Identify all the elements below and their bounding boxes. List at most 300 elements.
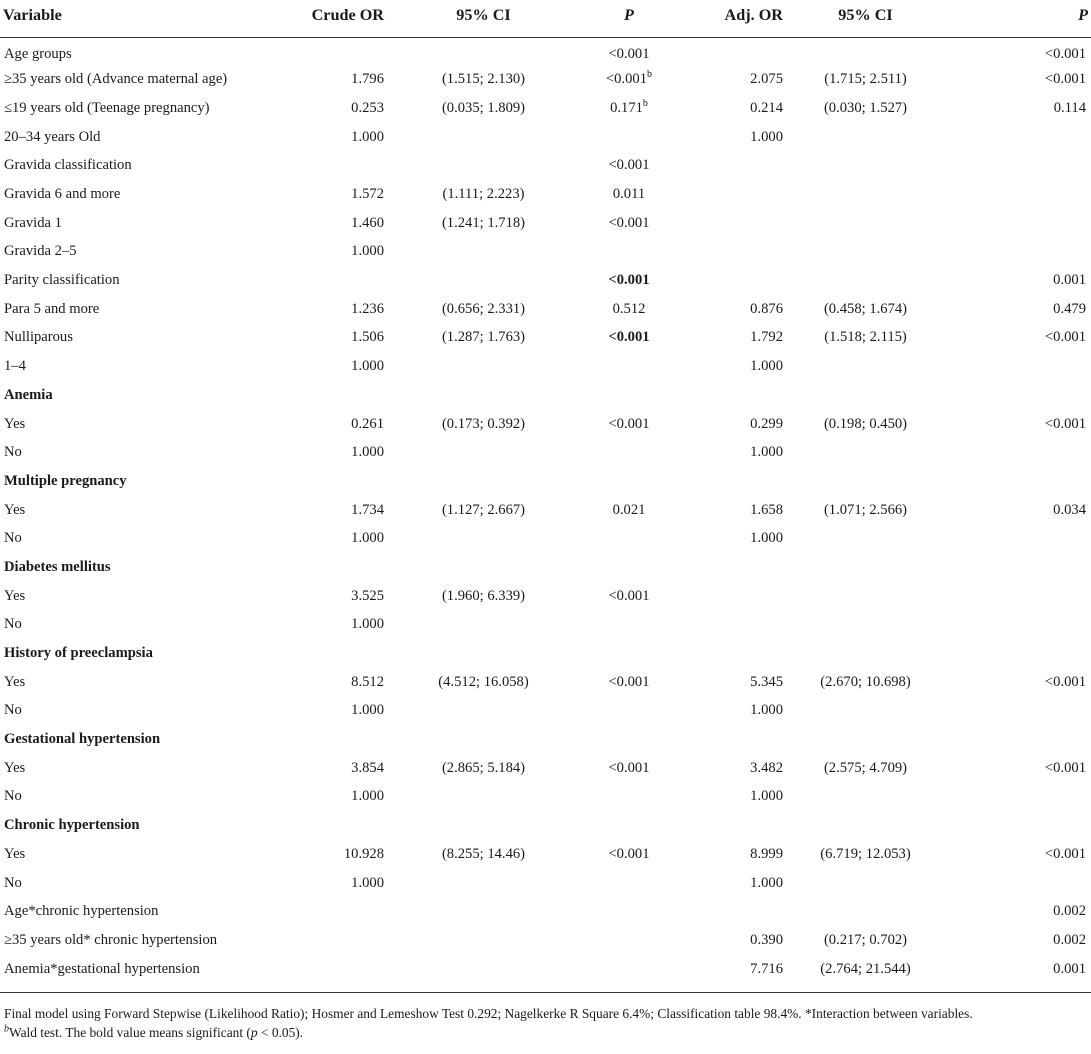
cell-crude-p [580, 152, 678, 181]
cell-adj-p [945, 955, 1091, 988]
cell-adj-or [678, 123, 786, 152]
cell-crude-ci-text: (1.515; 2.130) [441, 71, 526, 88]
cell-adj-or [678, 267, 786, 296]
cell-variable-text: ≤19 years old (Teenage pregnancy) [4, 99, 210, 116]
cell-crude-or [292, 898, 387, 927]
cell-crude-p [580, 955, 678, 988]
cell-crude-p [580, 611, 678, 640]
cell-crude-ci [387, 496, 580, 525]
table-row [0, 840, 1091, 869]
cell-crude-p [580, 783, 678, 812]
cell-crude-or [292, 582, 387, 611]
cell-variable [0, 582, 292, 611]
cell-variable [0, 926, 292, 955]
cell-adj-or [678, 525, 786, 554]
cell-adj-p [945, 639, 1091, 668]
cell-adj-or-text: 2.075 [750, 71, 783, 88]
cell-adj-or [678, 152, 786, 181]
cell-crude-or [292, 496, 387, 525]
cell-crude-or-text: 1.000 [351, 358, 384, 375]
cell-crude-or-text: 1.000 [351, 788, 384, 805]
header-crude-ci: 95% CI [387, 0, 580, 37]
cell-adj-p-text: <0.001 [1044, 673, 1086, 690]
cell-variable-text: No [4, 530, 22, 547]
table-row [0, 496, 1091, 525]
cell-adj-ci-text: (2.764; 21.544) [820, 960, 911, 977]
cell-adj-ci [786, 869, 945, 898]
cell-variable-text: Yes [4, 845, 26, 862]
table-row [0, 267, 1091, 296]
cell-adj-p [945, 267, 1091, 296]
cell-variable [0, 410, 292, 439]
cell-crude-or-text: 1.000 [351, 530, 384, 547]
cell-adj-p [945, 783, 1091, 812]
cell-adj-p-text: 0.479 [1053, 300, 1086, 317]
cell-variable [0, 353, 292, 382]
cell-variable [0, 955, 292, 988]
cell-crude-or [292, 611, 387, 640]
cell-adj-or [678, 726, 786, 755]
cell-crude-or [292, 381, 387, 410]
cell-adj-ci [786, 697, 945, 726]
cell-crude-p-text: <0.001 [608, 415, 650, 432]
cell-adj-p-text: 0.034 [1053, 501, 1086, 518]
cell-variable-text: Parity classification [4, 272, 120, 289]
cell-crude-p [580, 353, 678, 382]
table-row [0, 152, 1091, 181]
cell-crude-or [292, 94, 387, 123]
header-crude-p: P [580, 0, 678, 37]
cell-adj-ci [786, 267, 945, 296]
cell-crude-p-text: <0.001 [608, 214, 650, 231]
cell-variable-text: Yes [4, 415, 26, 432]
cell-variable-text: Yes [4, 501, 26, 518]
cell-adj-p [945, 180, 1091, 209]
cell-adj-or [678, 926, 786, 955]
cell-adj-ci [786, 381, 945, 410]
cell-variable-text: No [4, 616, 22, 633]
cell-variable [0, 66, 292, 95]
cell-crude-p-text: <0.001 [608, 45, 650, 62]
cell-adj-p [945, 525, 1091, 554]
cell-variable [0, 812, 292, 841]
cell-crude-p [580, 37, 678, 66]
cell-crude-ci-text: (8.255; 14.46) [441, 845, 526, 862]
cell-crude-ci [387, 439, 580, 468]
cell-adj-p-text: 0.002 [1053, 903, 1086, 920]
table-row [0, 955, 1091, 988]
header-adj-or: Adj. OR [678, 0, 786, 37]
cell-adj-or-text: 1.000 [750, 788, 783, 805]
cell-adj-ci [786, 410, 945, 439]
cell-crude-or-text: 1.000 [351, 616, 384, 633]
header-row [0, 0, 1091, 37]
cell-crude-ci [387, 324, 580, 353]
cell-adj-p-text: <0.001 [1044, 45, 1086, 62]
cell-adj-ci [786, 180, 945, 209]
cell-variable [0, 754, 292, 783]
cell-crude-or [292, 812, 387, 841]
cell-adj-or [678, 295, 786, 324]
cell-adj-ci-text: (6.719; 12.053) [820, 845, 911, 862]
cell-crude-ci [387, 869, 580, 898]
cell-adj-p-text: 0.001 [1053, 960, 1086, 977]
cell-crude-ci [387, 812, 580, 841]
cell-variable [0, 94, 292, 123]
cell-adj-ci [786, 209, 945, 238]
cell-crude-or [292, 66, 387, 95]
cell-crude-or-text: 0.253 [351, 99, 384, 116]
cell-crude-or [292, 467, 387, 496]
cell-adj-ci-text: (1.715; 2.511) [824, 71, 907, 88]
cell-adj-or [678, 955, 786, 988]
cell-adj-or [678, 439, 786, 468]
table-row [0, 209, 1091, 238]
cell-variable-text: Chronic hypertension [4, 817, 140, 834]
table-row [0, 553, 1091, 582]
cell-crude-p [580, 180, 678, 209]
cell-adj-p [945, 668, 1091, 697]
cell-crude-or [292, 267, 387, 296]
cell-adj-or [678, 410, 786, 439]
cell-variable [0, 295, 292, 324]
cell-adj-or [678, 66, 786, 95]
cell-crude-or [292, 295, 387, 324]
cell-crude-p [580, 639, 678, 668]
footnote-line-2a: Wald test. The bold value means significant ( [9, 1025, 251, 1041]
cell-crude-ci [387, 180, 580, 209]
table-row [0, 381, 1091, 410]
cell-adj-or [678, 467, 786, 496]
cell-adj-or [678, 869, 786, 898]
cell-adj-p [945, 152, 1091, 181]
cell-crude-ci [387, 926, 580, 955]
cell-adj-ci [786, 726, 945, 755]
cell-crude-ci [387, 410, 580, 439]
cell-adj-p [945, 582, 1091, 611]
cell-crude-p-text: <0.001 [608, 272, 650, 289]
footnote-marker: b [647, 69, 653, 81]
cell-adj-or [678, 754, 786, 783]
footnote-p-symbol: p [250, 1025, 258, 1041]
cell-crude-ci [387, 467, 580, 496]
cell-adj-p [945, 66, 1091, 95]
cell-variable [0, 611, 292, 640]
cell-variable [0, 639, 292, 668]
cell-variable [0, 496, 292, 525]
cell-variable-text: 20–34 years Old [4, 128, 101, 145]
cell-adj-p [945, 496, 1091, 525]
cell-adj-ci [786, 152, 945, 181]
cell-variable-text: Gestational hypertension [4, 731, 161, 748]
cell-crude-p [580, 869, 678, 898]
cell-crude-p [580, 812, 678, 841]
table-row [0, 66, 1091, 95]
cell-variable [0, 381, 292, 410]
cell-crude-p [580, 123, 678, 152]
cell-adj-or [678, 898, 786, 927]
cell-variable [0, 869, 292, 898]
cell-adj-or-text: 5.345 [750, 673, 783, 690]
cell-crude-or [292, 439, 387, 468]
cell-adj-ci [786, 37, 945, 66]
cell-crude-ci [387, 697, 580, 726]
table-row [0, 697, 1091, 726]
cell-crude-or-text: 1.000 [351, 128, 384, 145]
cell-adj-ci [786, 467, 945, 496]
cell-variable-text: Yes [4, 587, 26, 604]
cell-variable-text: Yes [4, 673, 26, 690]
cell-adj-ci [786, 439, 945, 468]
cell-crude-ci-text: (0.035; 1.809) [441, 99, 526, 116]
footnote-line-2b: < 0.05). [257, 1025, 304, 1041]
cell-crude-or-text: 1.000 [351, 874, 384, 891]
cell-crude-p [580, 697, 678, 726]
header-adj-p: P [945, 0, 1091, 37]
cell-adj-ci [786, 496, 945, 525]
cell-variable [0, 439, 292, 468]
cell-crude-p [580, 525, 678, 554]
cell-variable [0, 152, 292, 181]
cell-adj-or-text: 0.299 [750, 415, 783, 432]
table-row [0, 439, 1091, 468]
cell-adj-or [678, 812, 786, 841]
cell-adj-ci [786, 840, 945, 869]
cell-variable-text: Multiple pregnancy [4, 472, 127, 489]
cell-crude-p-text: 0.021 [612, 501, 646, 518]
table-footnote [0, 992, 1091, 1042]
cell-crude-or-text: 1.506 [351, 329, 384, 346]
cell-adj-or [678, 668, 786, 697]
cell-crude-p-text: <0.001 [608, 673, 650, 690]
table-body [0, 37, 1091, 988]
cell-adj-ci [786, 238, 945, 267]
cell-adj-or [678, 496, 786, 525]
cell-crude-ci [387, 783, 580, 812]
cell-variable-text: Anemia*gestational hypertension [4, 960, 200, 977]
cell-crude-or [292, 697, 387, 726]
table-row [0, 783, 1091, 812]
cell-crude-or [292, 840, 387, 869]
cell-adj-p [945, 324, 1091, 353]
cell-crude-or-text: 8.512 [351, 673, 384, 690]
cell-adj-or [678, 94, 786, 123]
cell-adj-or-text: 1.000 [750, 444, 783, 461]
table-row [0, 324, 1091, 353]
table-row [0, 611, 1091, 640]
cell-crude-ci [387, 639, 580, 668]
cell-adj-ci [786, 668, 945, 697]
cell-crude-ci [387, 123, 580, 152]
cell-crude-ci [387, 582, 580, 611]
cell-adj-p [945, 410, 1091, 439]
cell-crude-or [292, 726, 387, 755]
cell-variable [0, 697, 292, 726]
cell-crude-ci-text: (1.127; 2.667) [441, 501, 526, 518]
table-row [0, 668, 1091, 697]
cell-crude-ci-text: (4.512; 16.058) [438, 673, 529, 690]
cell-crude-or [292, 869, 387, 898]
cell-crude-ci [387, 668, 580, 697]
cell-adj-p [945, 840, 1091, 869]
cell-crude-p [580, 238, 678, 267]
cell-adj-ci [786, 553, 945, 582]
table-row [0, 37, 1091, 66]
cell-adj-ci [786, 754, 945, 783]
cell-crude-p [580, 267, 678, 296]
cell-crude-p-text: 0.171 [610, 99, 643, 116]
cell-adj-or [678, 324, 786, 353]
cell-crude-ci [387, 726, 580, 755]
table-row [0, 726, 1091, 755]
cell-adj-p [945, 926, 1091, 955]
cell-crude-or-text: 1.000 [351, 243, 384, 260]
cell-adj-or [678, 697, 786, 726]
cell-adj-p [945, 467, 1091, 496]
cell-adj-p-text: <0.001 [1044, 845, 1086, 862]
cell-adj-or [678, 639, 786, 668]
cell-crude-p [580, 410, 678, 439]
cell-adj-p [945, 553, 1091, 582]
cell-adj-or-text: 1.792 [750, 329, 783, 346]
cell-adj-ci [786, 66, 945, 95]
cell-adj-or-text: 1.000 [750, 128, 783, 145]
cell-adj-ci-text: (1.071; 2.566) [823, 501, 908, 518]
cell-adj-or [678, 180, 786, 209]
cell-crude-p [580, 840, 678, 869]
cell-adj-p [945, 812, 1091, 841]
table-row [0, 180, 1091, 209]
cell-crude-p [580, 66, 678, 95]
cell-crude-or [292, 553, 387, 582]
cell-crude-p [580, 582, 678, 611]
cell-adj-p-text: <0.001 [1044, 329, 1086, 346]
cell-adj-or [678, 238, 786, 267]
cell-adj-ci-text: (0.198; 0.450) [823, 415, 908, 432]
cell-adj-ci [786, 783, 945, 812]
cell-adj-ci [786, 525, 945, 554]
cell-crude-p-text: 0.011 [612, 186, 646, 203]
cell-crude-ci [387, 611, 580, 640]
cell-variable-text: No [4, 702, 22, 719]
cell-variable-text: ≥35 years old* chronic hypertension [4, 931, 218, 948]
cell-crude-or-text: 1.460 [351, 214, 384, 231]
cell-variable [0, 267, 292, 296]
table-row [0, 582, 1091, 611]
cell-crude-or [292, 152, 387, 181]
cell-crude-ci-text: (1.111; 2.223) [442, 186, 525, 203]
cell-crude-p [580, 898, 678, 927]
table-row [0, 869, 1091, 898]
cell-adj-p [945, 898, 1091, 927]
cell-variable [0, 324, 292, 353]
table-row [0, 123, 1091, 152]
cell-crude-or [292, 783, 387, 812]
table-row [0, 295, 1091, 324]
cell-adj-ci [786, 295, 945, 324]
cell-adj-or [678, 582, 786, 611]
cell-crude-or-text: 1.572 [351, 186, 384, 203]
cell-crude-p-text: <0.001 [608, 329, 650, 346]
cell-crude-or-text: 1.000 [351, 702, 384, 719]
cell-adj-or-text: 0.876 [750, 300, 783, 317]
cell-adj-or [678, 611, 786, 640]
cell-adj-ci [786, 123, 945, 152]
cell-adj-p-text: <0.001 [1044, 759, 1086, 776]
cell-variable [0, 783, 292, 812]
cell-crude-p-text: <0.001 [608, 845, 650, 862]
cell-crude-ci [387, 94, 580, 123]
cell-adj-or-text: 0.390 [750, 931, 783, 948]
cell-crude-ci [387, 209, 580, 238]
cell-adj-p [945, 123, 1091, 152]
cell-crude-or [292, 410, 387, 439]
cell-adj-or-text: 0.214 [750, 99, 783, 116]
cell-crude-or [292, 209, 387, 238]
header-crude-or: Crude OR [292, 0, 387, 37]
cell-adj-or-text: 8.999 [750, 845, 783, 862]
cell-crude-or [292, 668, 387, 697]
cell-crude-or-text: 1.734 [351, 501, 384, 518]
cell-crude-ci [387, 238, 580, 267]
cell-adj-or-text: 1.000 [750, 358, 783, 375]
cell-crude-or [292, 238, 387, 267]
cell-variable-text: No [4, 788, 22, 805]
cell-variable [0, 123, 292, 152]
table-row [0, 353, 1091, 382]
cell-crude-or-text: 10.928 [343, 845, 384, 862]
cell-crude-p-text: <0.001 [608, 587, 650, 604]
footnote-line-1: Final model using Forward Stepwise (Likelihood Ratio); Hosmer and Lemeshow Test 0.292; Nagelkerke R Square 6.4%; Classification table 98.4%. *Interaction between variables. [4, 1006, 973, 1021]
cell-adj-p [945, 439, 1091, 468]
cell-adj-or [678, 553, 786, 582]
cell-crude-or-text: 0.261 [351, 415, 384, 432]
cell-adj-or [678, 209, 786, 238]
cell-crude-or [292, 926, 387, 955]
cell-adj-or-text: 1.658 [750, 501, 783, 518]
cell-variable [0, 898, 292, 927]
cell-crude-ci [387, 353, 580, 382]
cell-variable-text: Anemia [4, 386, 53, 403]
table-row [0, 525, 1091, 554]
cell-variable [0, 238, 292, 267]
cell-adj-ci-text: (2.575; 4.709) [823, 759, 908, 776]
cell-crude-or [292, 639, 387, 668]
cell-crude-or [292, 123, 387, 152]
cell-variable [0, 37, 292, 66]
cell-adj-or-text: 1.000 [750, 530, 783, 547]
cell-adj-ci-text: (0.030; 1.527) [823, 99, 908, 116]
cell-adj-p-text: <0.001 [1044, 415, 1086, 432]
cell-variable-text: 1–4 [4, 358, 26, 375]
cell-variable [0, 525, 292, 554]
cell-crude-p-text: 0.512 [612, 300, 646, 317]
cell-adj-or [678, 381, 786, 410]
cell-crude-or [292, 955, 387, 988]
cell-crude-ci [387, 37, 580, 66]
cell-crude-ci-text: (1.241; 1.718) [441, 214, 526, 231]
cell-adj-ci [786, 324, 945, 353]
cell-adj-p [945, 209, 1091, 238]
cell-crude-p [580, 553, 678, 582]
cell-crude-p [580, 381, 678, 410]
cell-variable-text: Age*chronic hypertension [4, 903, 159, 920]
cell-crude-ci [387, 66, 580, 95]
cell-crude-p [580, 668, 678, 697]
table-row [0, 898, 1091, 927]
cell-adj-ci-text: (0.458; 1.674) [823, 300, 908, 317]
cell-adj-p-text: 0.114 [1053, 99, 1086, 116]
